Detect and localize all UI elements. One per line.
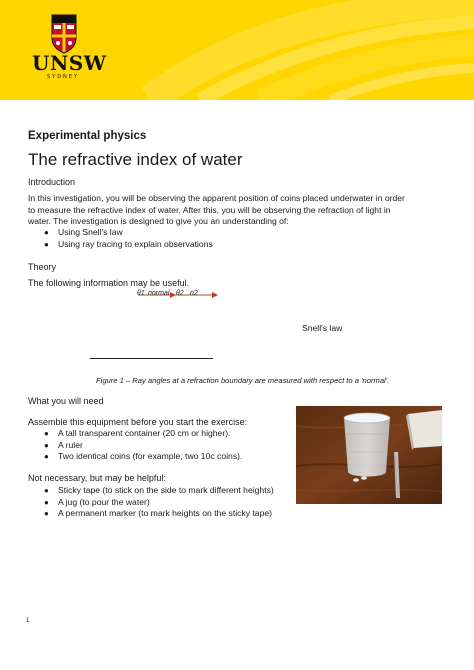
list-item: ● Using Snell's law <box>44 227 123 237</box>
n2-label: n2 <box>190 290 198 297</box>
list-item: ● A tall transparent container (20 cm or higher). <box>44 428 231 438</box>
equipment-list <box>44 428 242 463</box>
list-item: ● A permanent marker (to mark heights on the sticky tape) <box>44 508 272 518</box>
equipment-photo <box>296 406 442 504</box>
theta2-label: θ2 <box>176 290 184 297</box>
document-title: The refractive index of water <box>28 150 243 169</box>
list-item: ● A ruler <box>44 439 83 450</box>
list-item: ● Using ray tracing to explain observations <box>44 238 213 249</box>
need-heading: What you will need <box>28 396 104 406</box>
theory-heading: Theory <box>28 262 57 272</box>
page-number: 1 <box>26 618 30 624</box>
intro-bullet-list <box>44 227 213 250</box>
assemble-text: Assemble this equipment before you start the exercise: <box>28 417 248 427</box>
figure-caption: Figure 1 – Ray angles at a refraction boundary are measured with respect to a 'normal'. <box>96 376 390 385</box>
header-banner <box>0 0 474 100</box>
theory-text: The following information may be useful. <box>28 278 190 288</box>
optional-list <box>44 485 274 520</box>
snells-law-label: Snell's law <box>302 323 343 333</box>
optional-text: Not necessary, but may be helpful: <box>28 473 166 483</box>
intro-paragraph: In this investigation, you will be observing the apparent position of coins placed underwater in order to measure the refractive index of water. After this, you will be observing the refraction of light in water. The investigation is designed to give you an understanding of: <box>28 193 405 226</box>
list-item: ● Two identical coins (for example, two 10c coins). <box>44 451 243 461</box>
theta1-label: θ1 <box>137 290 145 297</box>
list-item: ● Sticky tape (to stick on the side to mark different heights) <box>44 485 274 495</box>
equation-divider-line <box>90 358 213 359</box>
list-item: ● A jug (to pour the water) <box>44 496 150 507</box>
normal-label: normal <box>148 290 170 297</box>
intro-heading: Introduction <box>28 177 76 187</box>
document-subtitle: Experimental physics <box>28 130 147 142</box>
unsw-crest-icon <box>51 14 77 54</box>
logo-wordmark: UNSW <box>32 51 107 75</box>
logo-subtext: SYDNEY <box>46 74 80 80</box>
